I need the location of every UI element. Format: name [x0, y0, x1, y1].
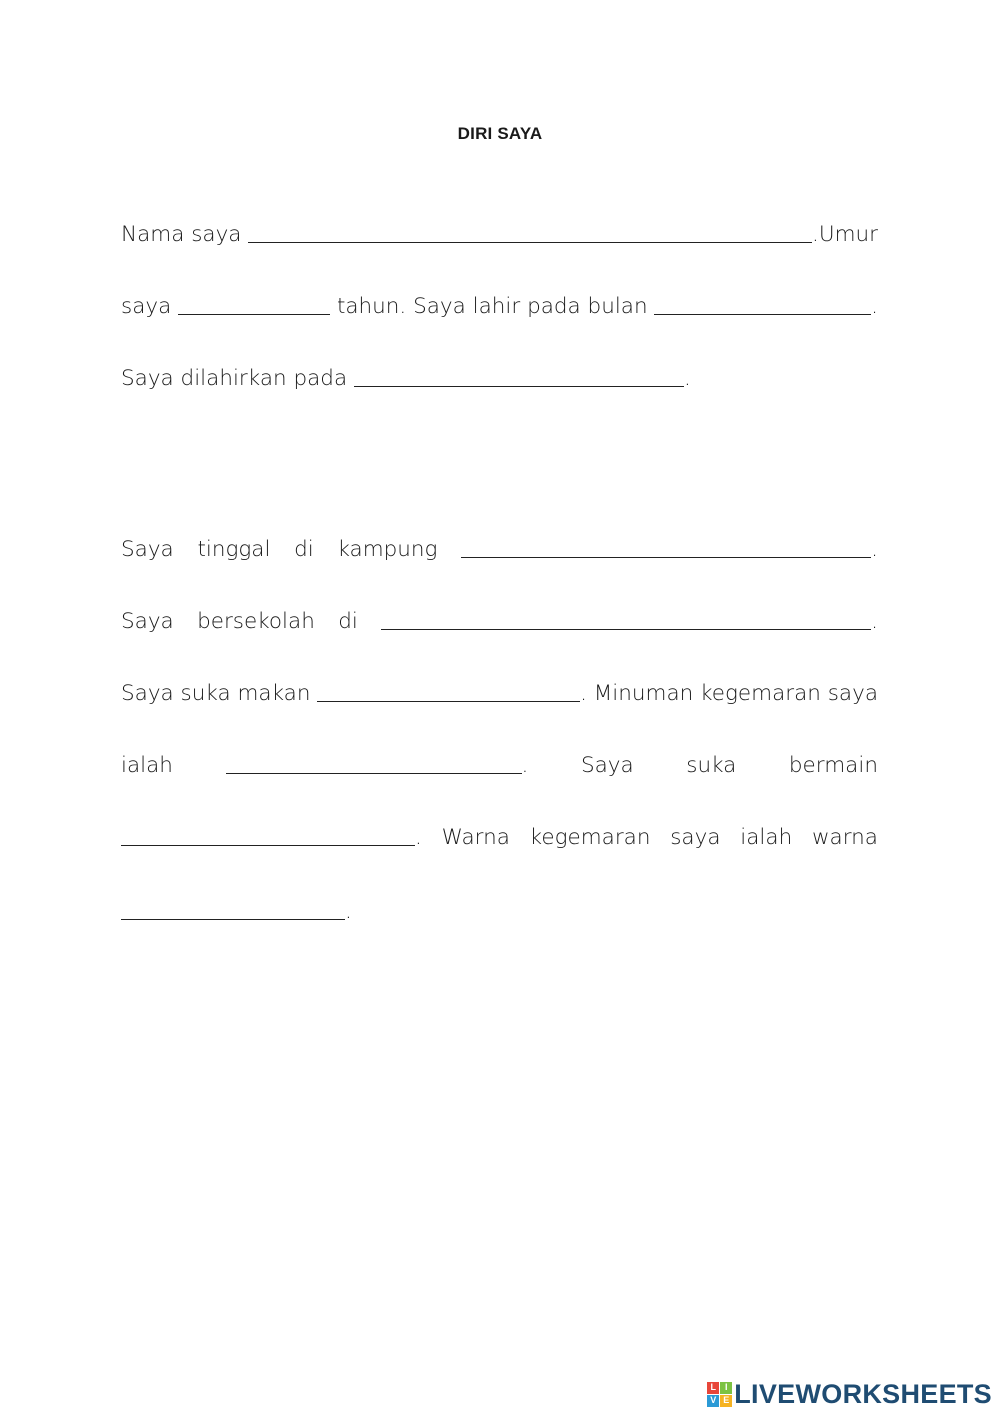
word-bersekolah: bersekolah	[197, 609, 315, 634]
text-period: .	[521, 753, 529, 778]
text-umur: .Umur	[812, 222, 878, 247]
logo-letter-l: L	[707, 1382, 719, 1394]
line-age-month	[121, 288, 878, 320]
blank-age[interactable]	[178, 314, 330, 315]
word-bermain: bermain	[788, 753, 878, 778]
line-birthplace	[121, 360, 878, 392]
text-period: .	[683, 366, 691, 391]
line-play-color	[121, 819, 878, 851]
text-nama-saya: Nama saya	[121, 222, 249, 247]
word-saya: Saya	[121, 609, 174, 634]
blank-color[interactable]	[121, 919, 345, 920]
blank-name[interactable]	[248, 242, 812, 243]
blank-play[interactable]	[121, 845, 415, 846]
blank-village[interactable]	[461, 557, 871, 558]
brand-name: LIVEWORKSHEETS	[734, 1378, 992, 1409]
page-title: DIRI SAYA	[457, 124, 543, 143]
text-minuman: . Minuman kegemaran saya	[580, 681, 878, 706]
word-kegemaran: kegemaran	[529, 825, 651, 850]
word-saya: Saya	[121, 537, 174, 562]
line-name	[121, 216, 878, 248]
text-period: .	[345, 899, 352, 924]
blank-food[interactable]	[317, 701, 580, 702]
line-color	[121, 893, 878, 925]
word-suka: suka	[686, 753, 737, 778]
blank-birth-month[interactable]	[654, 314, 871, 315]
blank-drink[interactable]	[226, 773, 522, 774]
logo-letter-v: V	[707, 1395, 719, 1407]
blank-group-school	[381, 609, 878, 635]
logo-letter-e: E	[720, 1395, 732, 1407]
word-tinggal: tinggal	[197, 537, 271, 562]
text-tahun-bulan: tahun. Saya lahir pada bulan	[330, 294, 655, 319]
text-period: .	[415, 825, 422, 850]
text-suka-makan: Saya suka makan	[121, 681, 318, 706]
word-saya: saya	[670, 825, 721, 850]
blank-group-village	[461, 537, 878, 563]
liveworksheets-logo-icon	[707, 1382, 732, 1407]
text-dilahirkan: Saya dilahirkan pada	[121, 366, 354, 391]
blank-birthplace[interactable]	[354, 386, 684, 387]
line-drink-play	[121, 747, 878, 779]
word-ialah: ialah	[121, 753, 173, 778]
word-kampung: kampung	[337, 537, 438, 562]
logo-letter-i: I	[720, 1382, 732, 1394]
blank-school[interactable]	[381, 629, 871, 630]
word-ialah: ialah	[740, 825, 793, 850]
word-di: di	[338, 609, 358, 634]
text-period: .	[871, 609, 878, 634]
line-school	[121, 603, 878, 635]
text-period: .	[871, 537, 878, 562]
text-period: .	[871, 294, 878, 319]
blank-group-play	[121, 825, 422, 851]
text-saya: saya	[121, 294, 179, 319]
line-food	[121, 675, 878, 707]
blank-group-drink	[226, 753, 529, 779]
liveworksheets-branding	[707, 1378, 992, 1410]
word-warna: Warna	[441, 825, 510, 850]
word-di: di	[294, 537, 314, 562]
word-warna: warna	[811, 825, 878, 850]
line-village	[121, 531, 878, 563]
word-saya: Saya	[580, 753, 634, 778]
